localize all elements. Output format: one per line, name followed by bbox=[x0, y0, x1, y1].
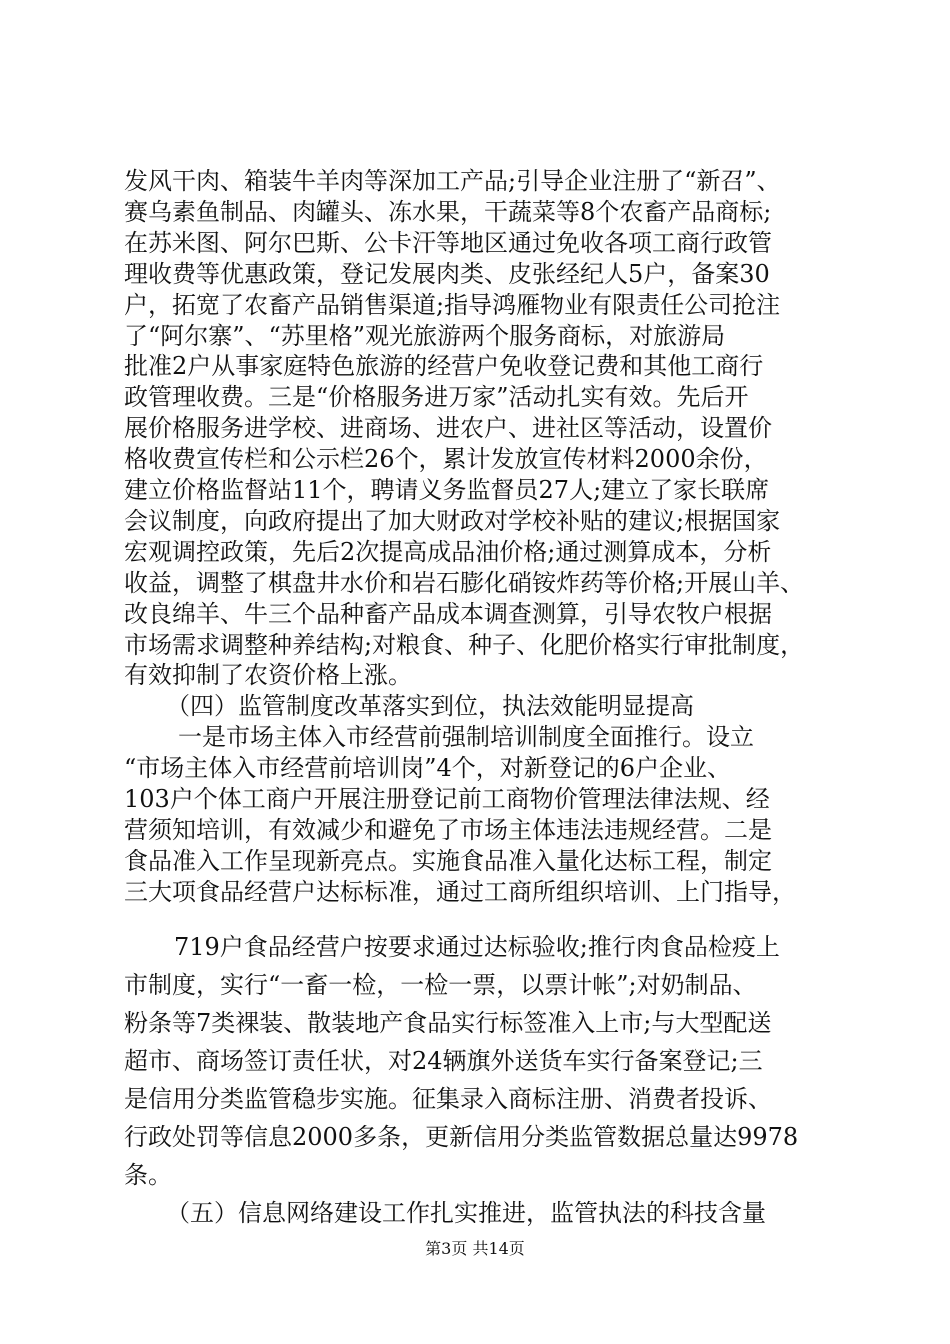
text-line: 了“阿尔寨”、“苏里格”观光旅游两个服务商标，对旅游局 bbox=[124, 322, 726, 350]
text-line: 会议制度，向政府提出了加大财政对学校补贴的建议;根据国家 bbox=[124, 507, 781, 535]
section-heading: （四）监管制度改革落实到位，执法效能明显提高 bbox=[166, 692, 694, 720]
text-line: 食品准入工作呈现新亮点。实施食品准入量化达标工程，制定 bbox=[124, 847, 772, 875]
text-line: 赛乌素鱼制品、肉罐头、冻水果，干蔬菜等8个农畜产品商标; bbox=[124, 198, 772, 226]
text-line: 市制度，实行“一畜一检，一检一票，以票计帐”;对奶制品、 bbox=[124, 971, 757, 999]
text-line: 营须知培训，有效减少和避免了市场主体违法违规经营。二是 bbox=[124, 816, 772, 844]
text-line: 粉条等7类裸装、散装地产食品实行标签准入上市;与大型配送 bbox=[124, 1009, 772, 1037]
text-line: 宏观调控政策，先后2次提高成品油价格;通过测算成本，分析 bbox=[124, 538, 772, 566]
text-line: 在苏米图、阿尔巴斯、公卡汗等地区通过免收各项工商行政管 bbox=[124, 229, 772, 257]
text-line: 条。 bbox=[124, 1161, 172, 1189]
text-line: 行政处罚等信息2000多条，更新信用分类监管数据总量达9978 bbox=[124, 1123, 799, 1151]
text-line: 超市、商场签订责任状，对24辆旗外送货车实行备案登记;三 bbox=[124, 1047, 763, 1075]
text-line: 改良绵羊、牛三个品种畜产品成本调查测算，引导农牧户根据 bbox=[124, 600, 772, 628]
page-footer: 第3页 共14页 bbox=[425, 1239, 525, 1258]
text-line: 批准2户从事家庭特色旅游的经营户免收登记费和其他工商行 bbox=[124, 352, 764, 380]
text-line: 有效抑制了农资价格上涨。 bbox=[124, 661, 412, 689]
text-line: 户，拓宽了农畜产品销售渠道;指导鸿雁物业有限责任公司抢注 bbox=[124, 291, 781, 319]
text-line: 格收费宣传栏和公示栏26个，累计发放宣传材料2000余份， bbox=[124, 445, 768, 473]
text-line: 是信用分类监管稳步实施。征集录入商标注册、消费者投诉、 bbox=[124, 1085, 772, 1113]
text-line: 一是市场主体入市经营前强制培训制度全面推行。设立 bbox=[178, 723, 754, 751]
text-line: 理收费等优惠政策，登记发展肉类、皮张经纪人5户，备案30 bbox=[124, 260, 770, 288]
text-line: 三大项食品经营户达标标准，通过工商所组织培训、上门指导， bbox=[124, 878, 796, 906]
text-line: 103户个体工商户开展注册登记前工商物价管理法律法规、经 bbox=[124, 785, 770, 813]
text-line: 发风干肉、箱装牛羊肉等深加工产品;引导企业注册了“新召”、 bbox=[124, 167, 781, 195]
text-line: 市场需求调整种养结构;对粮食、种子、化肥价格实行审批制度， bbox=[124, 631, 805, 659]
text-line: 收益，调整了棋盘井水价和岩石膨化硝铵炸药等价格;开展山羊、 bbox=[124, 569, 805, 597]
text-line: 建立价格监督站11个，聘请义务监督员27人;建立了家长联席 bbox=[124, 476, 770, 504]
text-line: “市场主体入市经营前培训岗”4个，对新登记的6户企业、 bbox=[124, 754, 732, 782]
text-line: 政管理收费。三是“价格服务进万家”活动扎实有效。先后开 bbox=[124, 383, 749, 411]
section-heading: （五）信息网络建设工作扎实推进，监管执法的科技含量 bbox=[166, 1199, 766, 1227]
text-line: 展价格服务进学校、进商场、进农户、进社区等活动，设置价 bbox=[124, 414, 772, 442]
text-line: 719户食品经营户按要求通过达标验收;推行肉食品检疫上 bbox=[174, 933, 780, 961]
